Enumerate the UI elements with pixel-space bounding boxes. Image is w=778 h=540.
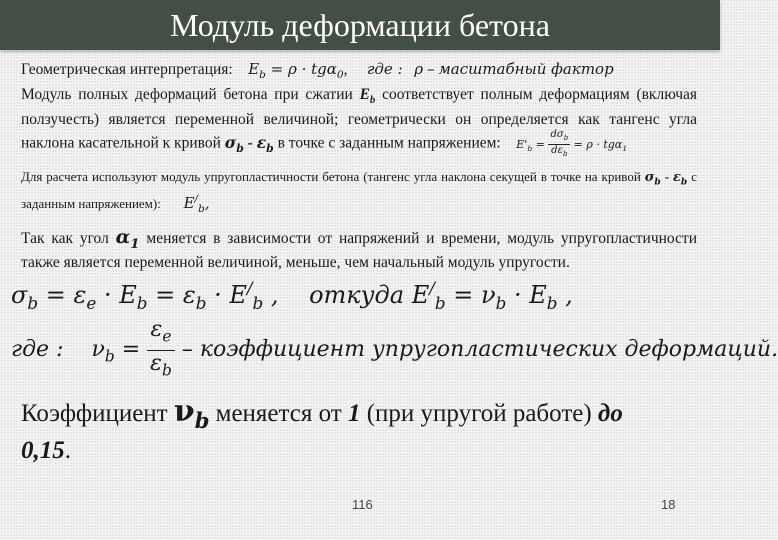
geometric-interpretation-label: Геометрическая интерпретация: — [21, 61, 233, 78]
page-number: 116 — [352, 497, 373, 512]
eb-symbol: $E_b$ — [359, 86, 376, 107]
main-formula: $\sigma_b = \varepsilon_e \cdot E_b = \varepsilon_b \cdot E^/_b$ , откуда $E^/_b = \nu_b \cdot E_b$ , — [11, 278, 573, 314]
text-fragment: Так как угол — [21, 229, 116, 247]
text-fragment: Для расчета используют модуль упругопластичности бетона (тангенс угла наклона секущей в точке на кривой — [21, 169, 645, 185]
text-fragment: с заданным напряжением): — [21, 169, 697, 211]
text-fragment: соответствует полным деформациям (включая ползучесть) является переменной величиной; геометрически он определяется как тангенс угла наклона касательной к кривой — [21, 86, 697, 152]
text-fragment: меняется в зависимости от напряжений и времени, модуль упругопластичности также является переменной величиной, меньше, чем начальный модуль упругости. — [21, 229, 698, 272]
paragraph-total-deformation-modulus: Геометрическая интерпретация: $E_b = \rho \cdot tg\alpha_0$, где : ρ – масштабный фактор Модуль полных деформаций бетона при сжатии $E_b$ соответствует полным деформациям (включая ползучесть) является переменной величиной; геометрически он определяется как тангенс угла наклона касательной к кривой $\sigma_b - \varepsilon_b$ в точке с заданным напряжением: $E'_b$ = $\frac{d\sigma_b}{d\varepsilon_b}$ = ρ · tgα$_1$ — [21, 60, 697, 159]
text-fragment: меняется от — [209, 400, 348, 428]
slide-content — [11, 60, 778, 466]
coefficient-min-value: 0,15 — [21, 437, 65, 465]
coefficient-description: коэффициент упругопластических деформаций. — [199, 337, 778, 363]
text-fragment: в точке с заданным напряжением: — [273, 134, 501, 152]
coefficient-range-statement: Коэффициент $\nu_b$ меняется от 1 (при упругой работе) до 0,15. — [21, 394, 623, 465]
formula-eb-rho-tg-alpha0: $E_b = \rho \cdot tg\alpha_0$ — [248, 60, 344, 81]
epsilon-b-symbol: $\varepsilon_b$ — [256, 132, 274, 155]
derivative-fraction: $\frac{d\sigma_b}{d\varepsilon_b}$ — [550, 129, 569, 159]
paragraph-elastoplastic-modulus: Для расчета используют модуль упругопластичности бетона (тангенс угла наклона секущей в точке на кривой $\sigma_b - \varepsilon_b$ с заданным напряжением): $E^/_b$, — [21, 169, 697, 215]
where-label: где : — [11, 337, 64, 363]
text-fragment: Коэффициент — [21, 400, 174, 428]
text-fragment: (при упругой работе) — [360, 400, 598, 428]
rho-description: масштабный фактор — [438, 60, 614, 78]
where-label: где : — [366, 60, 403, 78]
slide-title: Модуль деформации бетона — [0, 0, 720, 50]
epsilon-ratio-fraction: $\frac{\varepsilon_e}{\varepsilon_b}$ — [147, 317, 175, 383]
formula-eb-prime-derivative: $E'_b$ = $\frac{d\sigma_b}{d\varepsilon_b}$ = ρ · tgα$_1$ — [516, 129, 628, 159]
epsilon-b-symbol: $\varepsilon_b$ — [672, 170, 688, 188]
paragraph-angle-alpha1 — [21, 225, 698, 273]
formula-eb-prime: $E^/_b$, — [183, 192, 210, 215]
rho-symbol: ρ — [414, 60, 424, 78]
text-fragment: Модуль полных деформаций бетона при сжатии — [21, 86, 360, 103]
nu-b-symbol: $\nu_b$ — [173, 394, 210, 434]
slide-number: 18 — [661, 497, 676, 512]
sigma-b-symbol: $\sigma_b$ — [224, 132, 244, 155]
coefficient-definition-formula: где : $\nu_b$ = $\frac{\varepsilon_e}{\varepsilon_b}$ – коэффициент упругопластических деформаций. — [11, 317, 697, 383]
sigma-b-symbol: $\sigma_b$ — [644, 170, 661, 188]
alpha1-symbol: $\alpha_1$ — [115, 225, 140, 252]
otkuda-word: откуда — [309, 281, 405, 310]
